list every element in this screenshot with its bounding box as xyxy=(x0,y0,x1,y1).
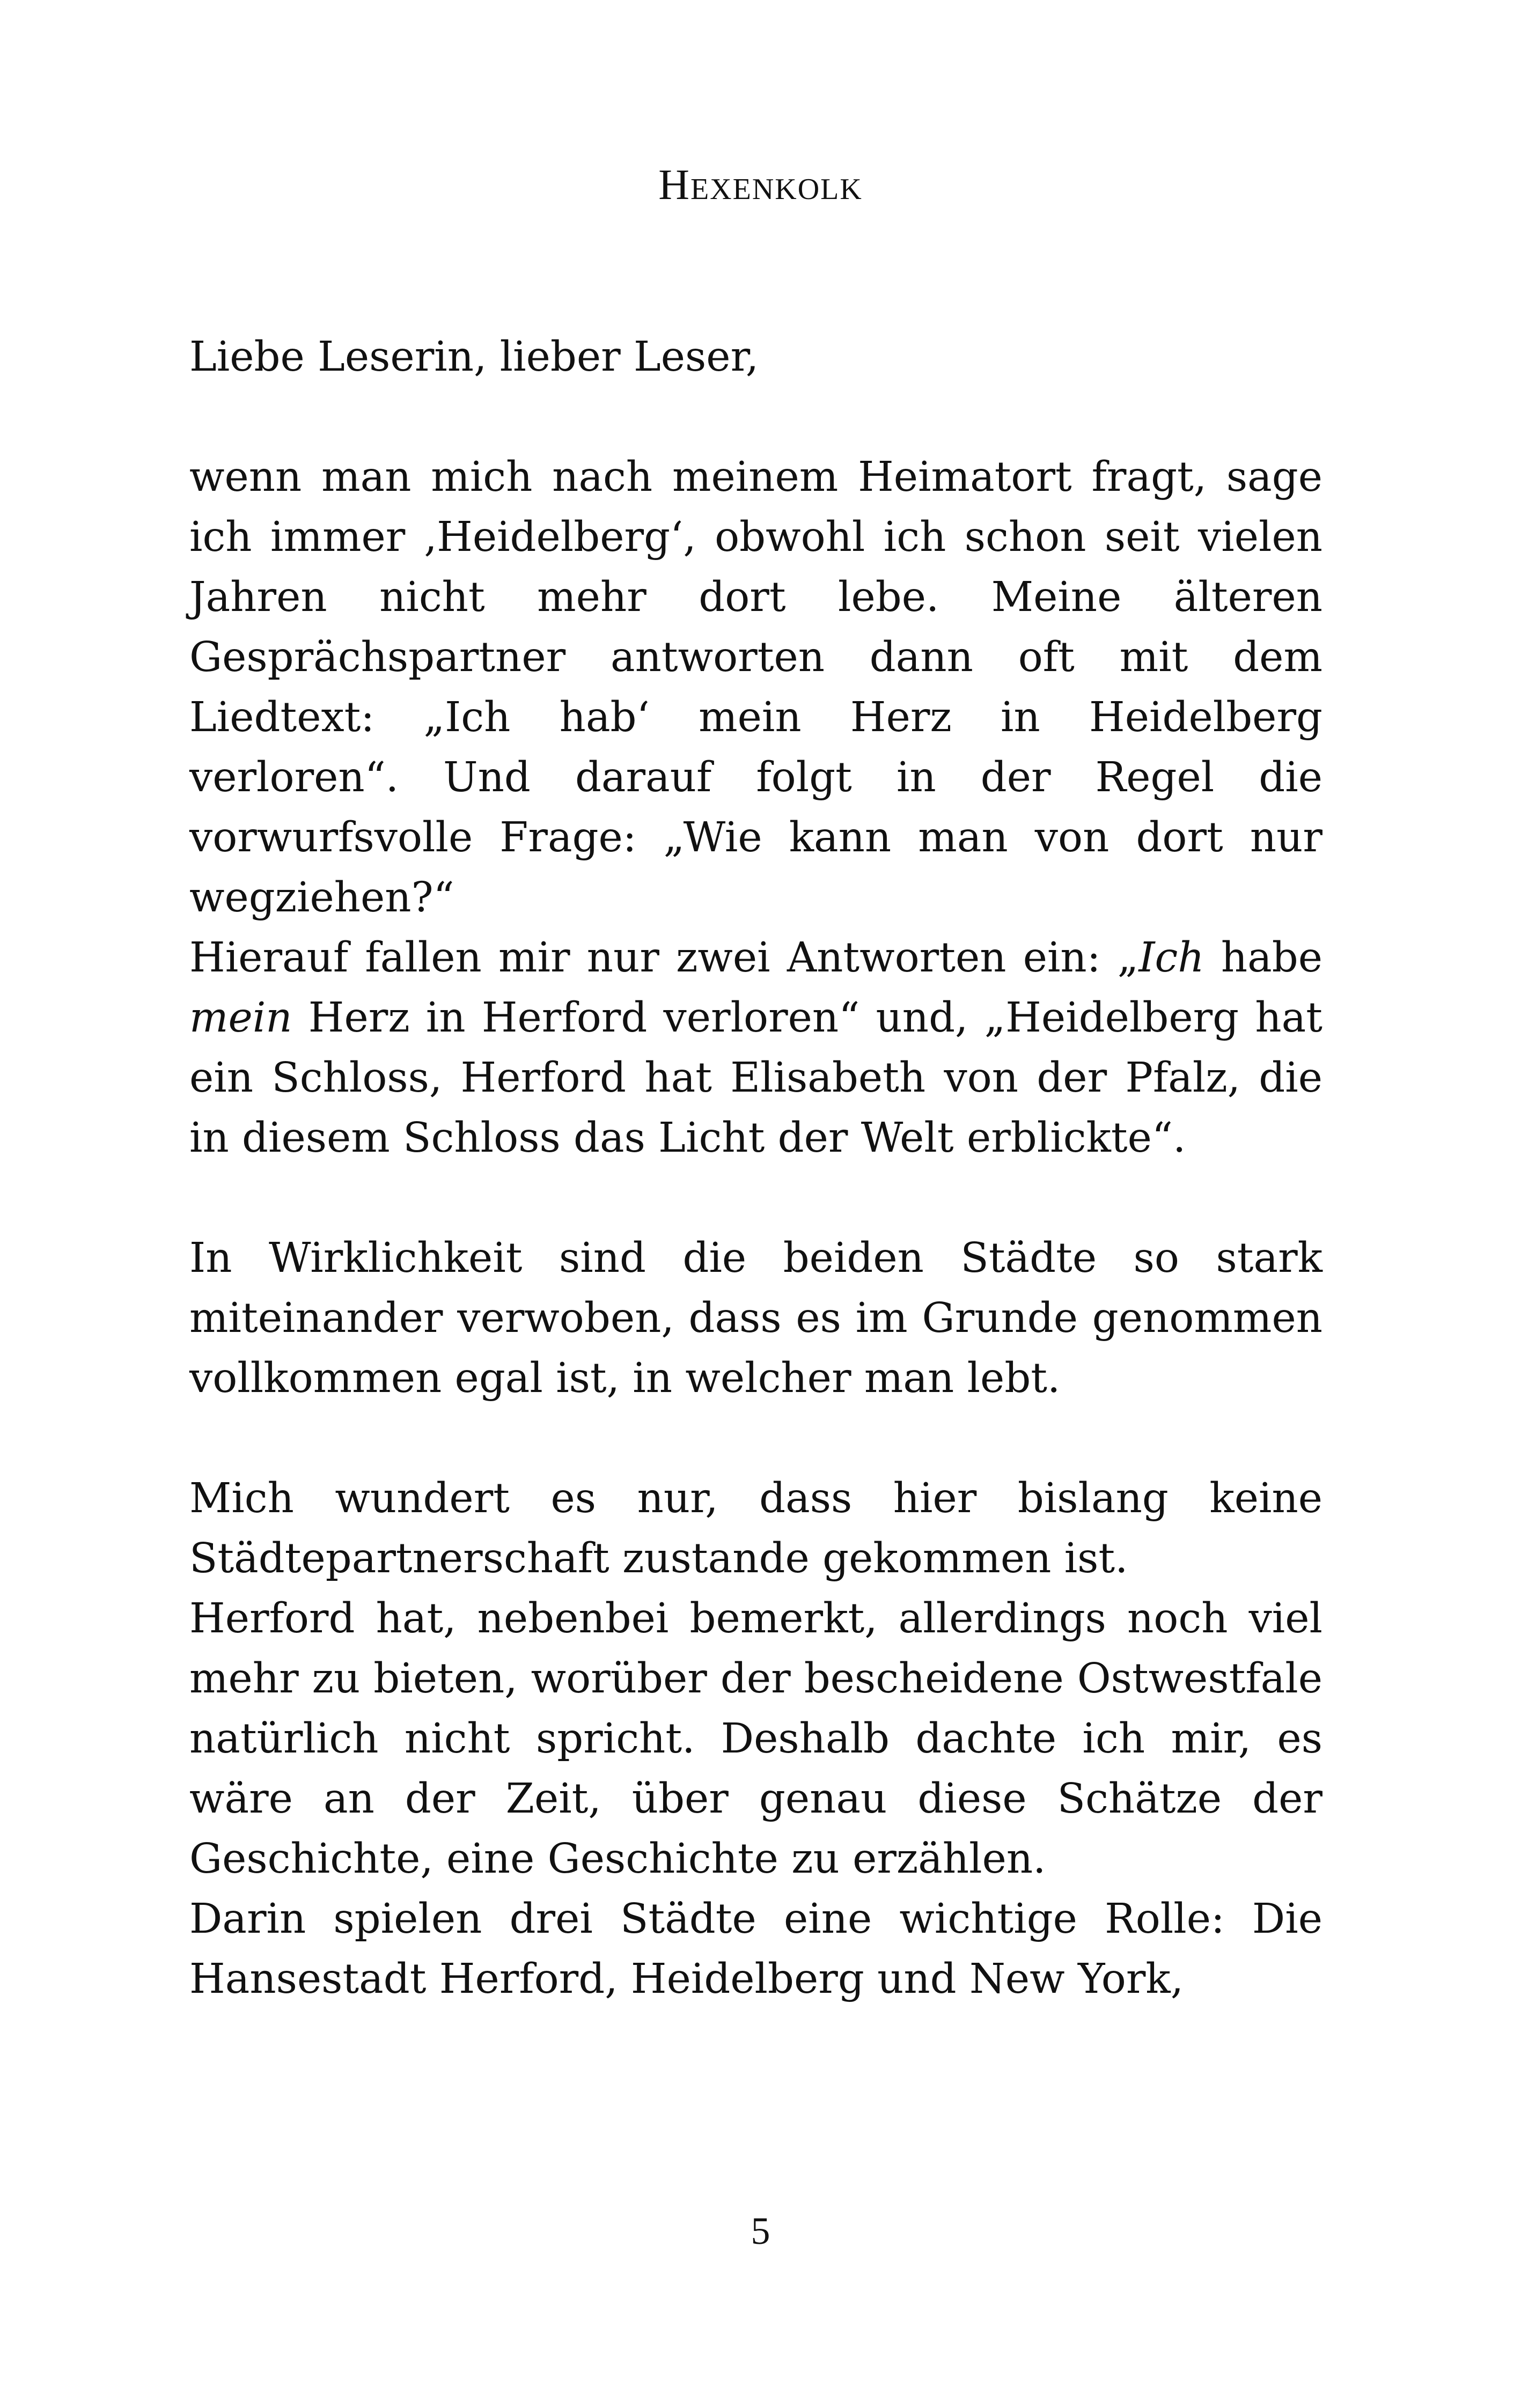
paragraph-gap xyxy=(189,1168,1322,1228)
paragraph-gap xyxy=(189,1409,1322,1469)
text-run: Hierauf fallen mir nur zwei Antworten ein: „ xyxy=(189,934,1139,982)
paragraph-1b xyxy=(189,928,1322,1168)
paragraph-3a: Mich wundert es nur, dass hier bislang keine Städtepartnerschaft zustande gekommen ist. xyxy=(189,1475,1322,1582)
page-number: 5 xyxy=(751,2210,770,2252)
paragraph-2: In Wirklichkeit sind die beiden Städte so stark miteinander verwoben, dass es im Grunde genommen vollkommen egal ist, in welcher man lebt. xyxy=(189,1234,1322,1402)
text-run: habe xyxy=(1204,934,1322,982)
paragraph-gap xyxy=(189,387,1322,447)
running-title: Hexenkolk xyxy=(658,161,863,209)
text-run: Herz in Herford verloren“ und, „Heidelberg hat ein Schloss, Herford hat Elisabeth von der Pfalz, die in diesem Schloss das Licht der Welt erblickte“. xyxy=(189,994,1322,1162)
paragraph-3b: Herford hat, nebenbei bemerkt, allerdings noch viel mehr zu bieten, worüber der bescheidene Ostwestfale natürlich nicht spricht. Deshalb dachte ich mir, es wäre an der Zeit, über genau diese Schätze der Geschichte, eine Geschichte zu erzählen. xyxy=(189,1595,1322,1883)
paragraph-1a: wenn man mich nach meinem Heimatort fragt, sage ich immer ‚Heidelberg‘, obwohl ich schon seit vielen Jahren nicht mehr dort lebe. Meine älteren Gesprächspartner antworten dann oft mit dem Liedtext: „Ich hab‘ mein Herz in Heidelberg verloren“. Und darauf folgt in der Regel die vorwurfsvolle Frage: „Wie kann man von dort nur wegziehen?“ xyxy=(189,453,1322,922)
salutation: Liebe Leserin, lieber Leser, xyxy=(189,333,759,381)
emphasis-ich: Ich xyxy=(1138,934,1204,982)
emphasis-mein: mein xyxy=(189,994,292,1042)
body-text xyxy=(189,327,1322,2009)
paragraph-3c: Darin spielen drei Städte eine wichtige Rolle: Die Hansestadt Herford, Heidelberg und New York, xyxy=(189,1895,1322,2003)
